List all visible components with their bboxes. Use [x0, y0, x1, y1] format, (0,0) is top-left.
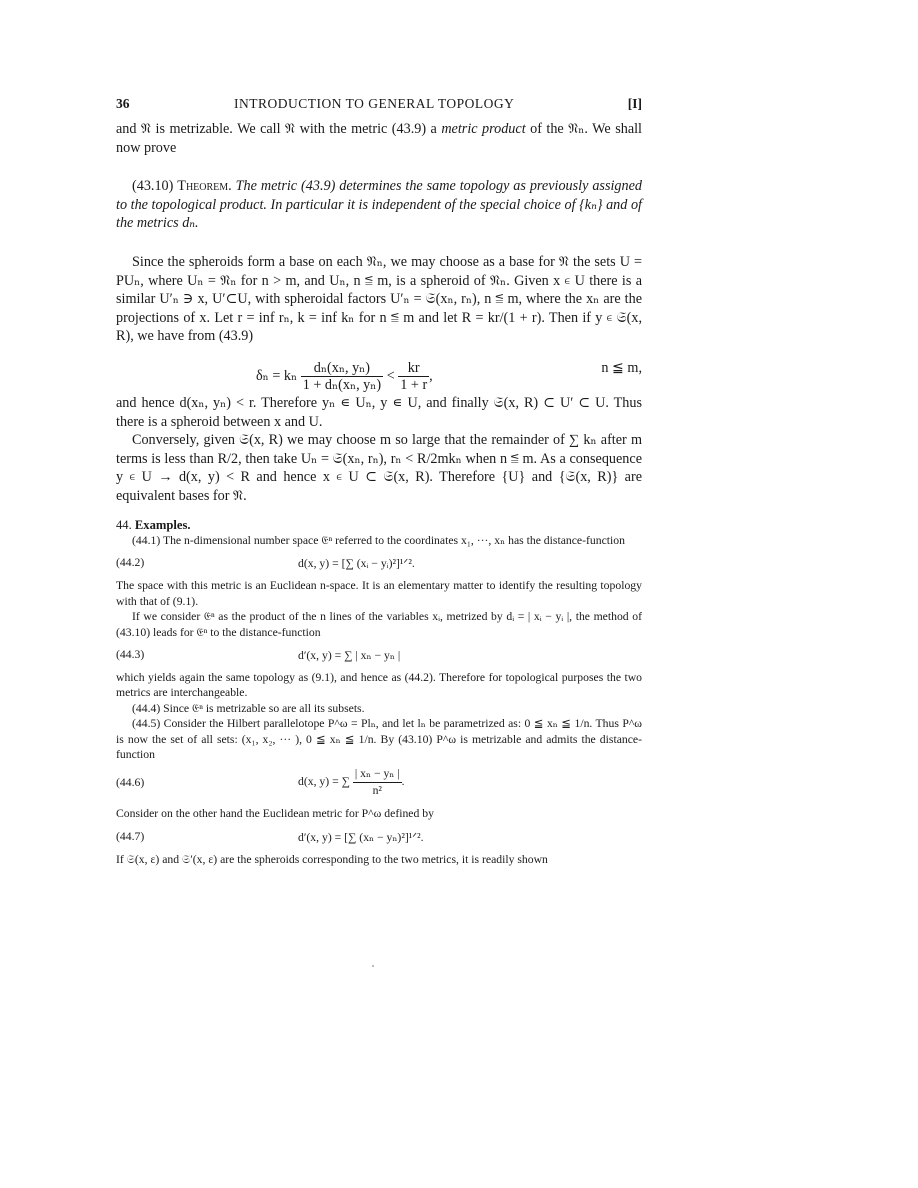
proof-paragraph-3: Conversely, given 𝔖(x, R) we may choose m so large that the remainder of ∑ kₙ after m terms is less than R/2, then take Uₙ = 𝔖(xₙ, rₙ), rₙ < R/2mkₙ when n ≦ m. As a consequence y ∊ U → d(x, y) < R and hence x ∊ U ⊂ 𝔖(x, R). Therefore {U} and {𝔖(x, R)} are equivalent bases for 𝔑. — [116, 432, 642, 504]
scan-speck — [372, 965, 374, 967]
proof-paragraph-1: Since the spheroids form a base on each 𝔑ₙ, we may choose as a base for 𝔑 the sets U = PUₙ, where Uₙ = 𝔑ₙ for n > m, and Uₙ, n ≦ m, is a spheroid of 𝔑ₙ. Given x ∊ U there is a similar U′ₙ ∋ x, U′⊂U, with spheroidal factors U′ₙ = 𝔖(xₙ, rₙ), n ≦ m, where the xₙ are the projections of x. Let r = inf rₙ, k = inf kₙ for n ≦ m and let R = kr/(1 + r). Then if y ∊ 𝔖(x, R), we have from (43.9) — [116, 253, 642, 345]
book-title: INTRODUCTION TO GENERAL TOPOLOGY — [234, 96, 515, 111]
proof-paragraph-2: and hence d(xₙ, yₙ) < r. Therefore yₙ ∊ Uₙ, y ∊ U, and finally 𝔖(x, R) ⊂ U′ ⊂ U. Thus there is a spheroid between x and U. — [116, 394, 642, 430]
example-44-7-text: If 𝔖(x, ε) and 𝔖′(x, ε) are the spheroids corresponding to the two metrics, it is readily shown — [116, 852, 548, 866]
equation-44-6: (44.6) d(x, y) = ∑ $\frac{\text{| xₙ − yₙ |}}{\text{n²}}$ . — [116, 767, 405, 798]
theorem-43-10: (43.10) Theorem. The metric (43.9) determines the same topology as previously assigned to the topological product. In particular it is independent of the special choice of {kₙ} and of the metrics dₙ. — [116, 178, 642, 232]
example-44-2-product: If we consider 𝔈ⁿ as the product of the n lines of the variables xᵢ, metrized by dᵢ = | xᵢ − yᵢ |, the method of (43.10) leads for 𝔈ⁿ to the distance-function — [116, 610, 642, 639]
book-page — [116, 96, 642, 867]
equation-44-3: (44.3) d′(x, y) = ∑ | xₙ − yₙ | — [116, 647, 401, 662]
theorem-statement: The metric (43.9) determines the same topology as previously assigned to the topological product. In particular it is independent of the special choice of {kₙ} and of the metrics dₙ. — [116, 178, 642, 232]
equation-44-2: (44.2) d(x, y) = [∑ (xᵢ − yᵢ)²]¹ᐟ². — [116, 556, 415, 571]
theorem-label: Theorem. — [177, 178, 232, 195]
example-44-5: (44.5) Consider the Hilbert parallelotope P^ω = Plₙ, and let lₙ be parametrized as: 0 ≦ xₙ ≦ 1/n. Thus P^ω is now the set of all sets: (x₁, x₂, ··· ), 0 ≦ xₙ ≦ 1/n. By (43.10) P^ω is metrizable and admits the distance-function — [116, 717, 642, 761]
examples-section — [116, 518, 642, 868]
main-text — [116, 120, 642, 506]
chapter-marker: [I] — [627, 96, 642, 111]
section-heading: 44. Examples. — [116, 517, 191, 532]
example-44-2-text: The space with this metric is an Euclidean n-space. It is an elementary matter to identify the resulting topology with that of (9.1). — [116, 579, 642, 608]
equation-condition: n ≦ m, — [601, 359, 642, 376]
intro-paragraph: and 𝔑 is metrizable. We call 𝔑 with the metric (43.9) a metric product of the 𝔑ₙ. We shall now prove — [116, 121, 642, 156]
example-44-3-text: which yields again the same topology as (9.1), and hence as (44.2). Therefore for topological purposes the two metrics are interchangeable. — [116, 670, 642, 700]
example-44-1: (44.1) The n-dimensional number space 𝔈ⁿ referred to the coordinates x₁, ···, xₙ has the distance-function — [132, 533, 625, 547]
equation-44-7: (44.7) d′(x, y) = [∑ (xₙ − yₙ)²]¹ᐟ². — [116, 829, 424, 844]
equation-delta-n: δₙ = kₙ $\frac{\text{dₙ(xₙ, yₙ)}}{\text{1 + dₙ(xₙ, yₙ)}}$ < $\frac{kr}{1 + r}$ , n ≦ m, — [256, 359, 642, 393]
example-44-6-text: Consider on the other hand the Euclidean metric for P^ω defined by — [116, 807, 434, 821]
page-number: 36 — [116, 96, 130, 111]
example-44-4: (44.4) Since 𝔈ⁿ is metrizable so are all its subsets. — [132, 701, 365, 715]
running-header — [116, 96, 642, 120]
